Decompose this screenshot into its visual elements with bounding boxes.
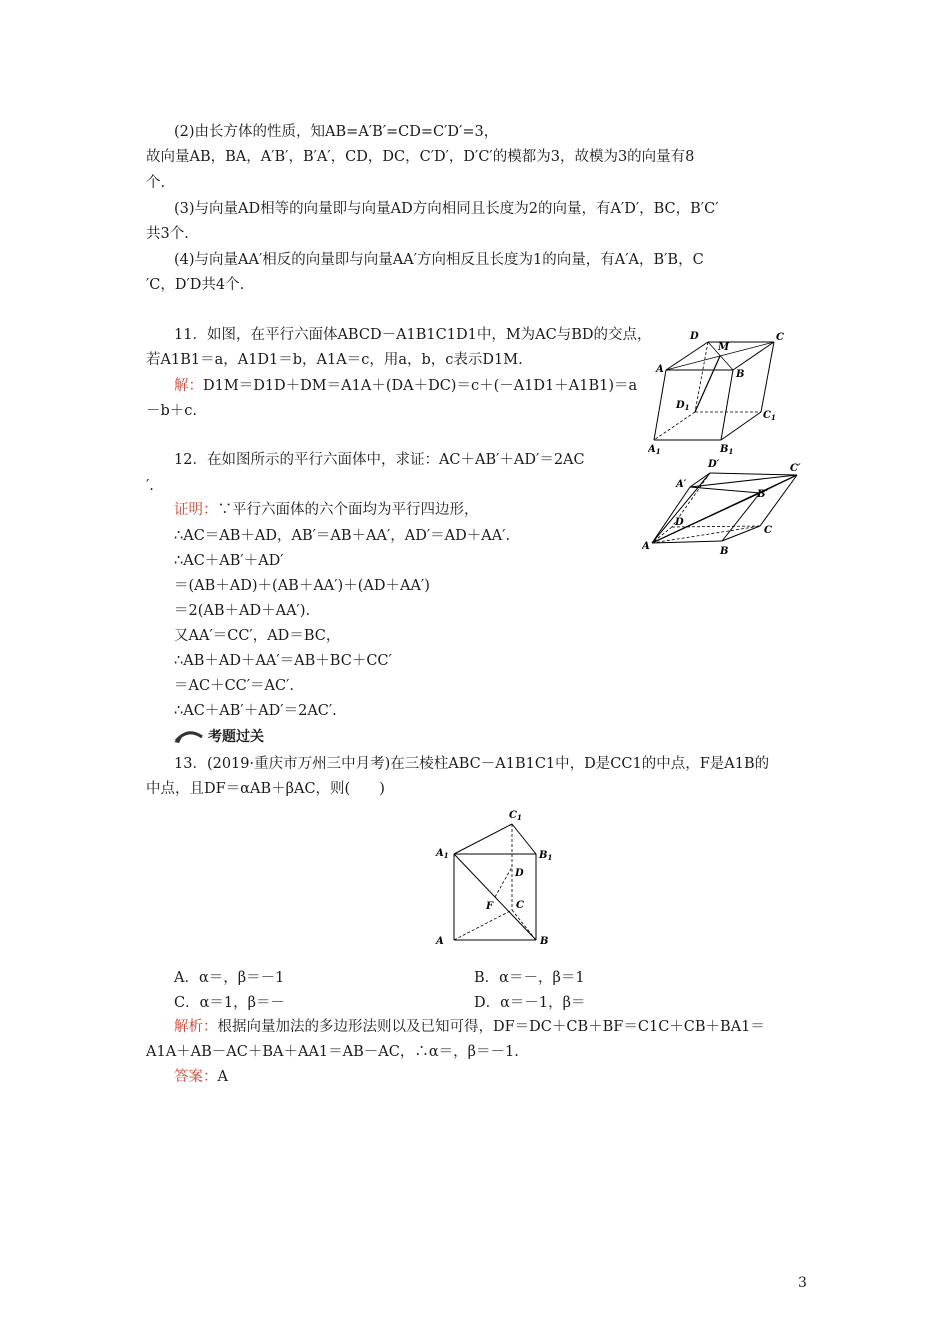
question-12-text: ′. — [146, 478, 154, 494]
proof-line: 又AA′＝CC′，AD＝BC， — [174, 628, 341, 644]
label-D: D — [675, 517, 684, 528]
text-line: 故向量AB，BA，A′B′，B′A′，CD，DC，C′D′，D′C′的模都为3，故模为3的向量有8 — [146, 149, 695, 165]
label-A-prime: A′ — [676, 479, 687, 490]
section-title: 考题过关 — [208, 729, 264, 745]
analysis-text: 根据向量加法的多边形法则以及已知可得，DF＝DC＋CB＋BF＝C1C＋CB＋BA1＝ — [217, 1019, 765, 1035]
text-line: (2)由长方体的性质，知AB=A′B′=CD=C′D′=3， — [174, 124, 499, 140]
solution-line: －b＋c. — [146, 403, 198, 419]
text-line: (4)与向量AA′相反的向量即与向量AA′方向相反且长度为1的向量，有A′A，B′B，C — [174, 252, 704, 268]
section-header — [174, 726, 264, 746]
proof-line: ＝(AB＋AD)＋(AB＋AA′)＋(AD＋AA′) — [174, 578, 430, 594]
answer-value: A — [217, 1069, 228, 1085]
proof-line: ∴AB＋AD＋AA′＝AB＋BC＋CC′ — [174, 653, 392, 669]
proof-line: ＝AC＋CC′＝AC′. — [174, 678, 295, 694]
figure-parallelepiped-11 — [648, 328, 788, 456]
label-C1: $C_1$ — [509, 810, 522, 822]
text-line: ′C，D′D共4个. — [146, 277, 245, 293]
proof-line: ∴AC＝AB＋AD，AB′＝AB＋AA′，AD′＝AD＋AA′. — [174, 528, 511, 544]
answer-label: 答案： — [174, 1069, 218, 1085]
label-D: D — [690, 331, 699, 342]
option-c: C．α＝1，β＝－ — [174, 995, 285, 1011]
text-line: 个. — [146, 175, 166, 191]
figure-prism-13 — [432, 806, 562, 948]
label-D: D — [515, 868, 524, 879]
label-B: B — [720, 546, 729, 557]
proof-label: 证明： — [174, 502, 218, 518]
label-M: M — [718, 342, 730, 353]
figure-parallelepiped-12 — [642, 455, 812, 560]
proof-line: ∴AC＋AB′＋AD′ — [174, 553, 284, 569]
option-a: A．α＝，β＝－1 — [174, 970, 285, 986]
label-A: A — [642, 541, 650, 552]
label-C: C — [764, 525, 772, 536]
label-F: F — [486, 901, 494, 912]
label-C: C — [516, 900, 524, 911]
label-B: B — [540, 936, 549, 947]
analysis-line — [174, 1017, 765, 1037]
label-A1: $A_1$ — [648, 444, 661, 456]
text-line: (3)与向量AD相等的向量即与向量AD方向相同且长度为2的向量，有A′D′，BC，B′C′ — [174, 201, 719, 217]
question-11-text: 11．如图，在平行六面体ABCD－A1B1C1D1中，M为AC与BD的交点， — [174, 327, 652, 343]
question-12-text: 12．在如图所示的平行六面体中，求证：AC＋AB′＋AD′＝2AC — [174, 452, 585, 468]
arrow-icon — [174, 729, 204, 743]
label-C: C — [776, 332, 784, 343]
label-C1: $C_1$ — [763, 410, 776, 422]
text-line: 共3个. — [146, 226, 189, 242]
label-B1: $B_1$ — [720, 444, 734, 456]
label-D1: $D_1$ — [676, 400, 690, 412]
label-B1: $B_1$ — [539, 850, 553, 862]
label-B: B — [736, 369, 745, 380]
proof-line: ＝2(AB＋AD＋AA′). — [174, 603, 311, 619]
label-C-prime: C′ — [790, 463, 801, 474]
proof-line — [174, 500, 479, 520]
page-number: 3 — [798, 1275, 807, 1291]
label-A: A — [436, 936, 444, 947]
question-13-text: 13．(2019·重庆市万州三中月考)在三棱柱ABC－A1B1C1中，D是CC1的中点，F是A1B的 — [174, 756, 770, 772]
proof-line: ∴AC＋AB′＋AD′＝2AC′. — [174, 703, 337, 719]
question-13-text: 中点，且DF＝αAB＋βAC，则( ) — [146, 781, 385, 797]
analysis-line: A1A＋AB－AC＋BA＋AA1＝AB－AC，∴α＝，β＝－1. — [146, 1044, 519, 1060]
label-A: A — [656, 364, 664, 375]
question-11-text: 若A1B1＝a，A1D1＝b，A1A＝c，用a，b，c表示D1M. — [146, 352, 523, 368]
label-A1: $A_1$ — [436, 848, 449, 860]
solution-label: 解： — [174, 378, 203, 394]
solution-text: D1M＝D1D＋DM＝A1A＋(DA＋DC)＝c＋(－A1D1＋A1B1)＝a — [203, 378, 638, 394]
label-D-prime: D′ — [708, 459, 720, 470]
option-d: D．α＝－1，β＝ — [474, 995, 586, 1011]
label-B-prime: B′ — [757, 489, 769, 500]
proof-text: ∵平行六面体的六个面均为平行四边形， — [217, 502, 479, 518]
analysis-label: 解析： — [174, 1019, 218, 1035]
solution-line — [174, 376, 637, 396]
answer-line — [174, 1067, 228, 1087]
option-b: B．α＝－，β＝1 — [474, 970, 585, 986]
